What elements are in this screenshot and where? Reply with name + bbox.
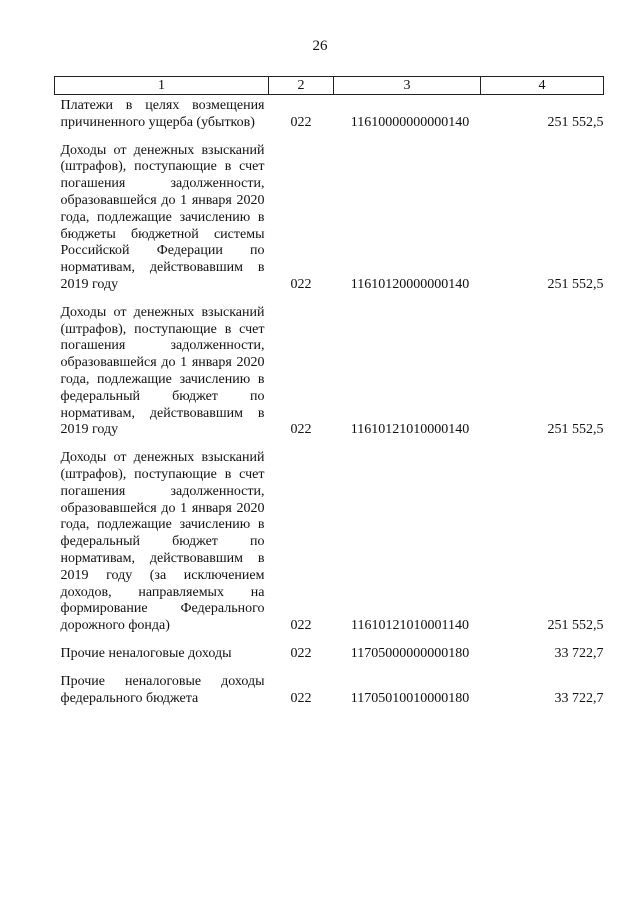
column-header: 1 <box>55 77 269 95</box>
column-header: 4 <box>481 77 604 95</box>
classification-code: 11705000000000180 <box>350 645 470 661</box>
page-number: 26 <box>312 38 328 54</box>
table-row <box>55 140 604 294</box>
revenue-name: Прочие неналоговые доходы <box>60 645 232 661</box>
column-header: 2 <box>269 77 334 95</box>
table-row <box>55 95 604 132</box>
admin-code: 022 <box>290 645 312 661</box>
admin-code: 022 <box>290 690 312 706</box>
amount: 251 552,5 <box>547 114 604 130</box>
admin-code: 022 <box>290 114 312 130</box>
admin-code: 022 <box>290 276 312 292</box>
classification-code: 11610000000000140 <box>350 114 470 130</box>
revenue-name: Доходы от денежных взысканий (штрафов), поступающие в счет погашения задолженности, образовавшейся до 1 января 2020 года, подлежащие зачислению в федеральный бюджет по нормативам, действовавшим в 2019 году (за исключением доходов, направляемых на формирование Федерального дорожного фонда) <box>60 450 265 634</box>
table-row <box>55 302 604 439</box>
admin-code: 022 <box>290 422 312 438</box>
revenue-name: Доходы от денежных взысканий (штрафов), поступающие в счет погашения задолженности, образовавшейся до 1 января 2020 года, подлежащие зачислению в федеральный бюджет по нормативам, действовавшим в 2019 году <box>60 304 265 438</box>
amount: 33 722,7 <box>554 690 604 706</box>
table-header-row <box>55 77 604 95</box>
revenue-name: Доходы от денежных взысканий (штрафов), поступающие в счет погашения задолженности, образовавшейся до 1 января 2020 года, подлежащие зачислению в бюджеты бюджетной системы Российской Федерации по нормативам, действовавшим в 2019 году <box>60 142 265 292</box>
amount: 33 722,7 <box>554 645 604 661</box>
table-row <box>55 447 604 635</box>
amount: 251 552,5 <box>547 276 604 292</box>
admin-code: 022 <box>290 618 312 634</box>
amount: 251 552,5 <box>547 422 604 438</box>
amount: 251 552,5 <box>547 618 604 634</box>
classification-code: 11610120000000140 <box>350 276 470 292</box>
revenue-table <box>54 76 604 707</box>
revenue-name: Прочие неналоговые доходы федерального бюджета <box>60 673 265 706</box>
classification-code: 11705010010000180 <box>350 690 470 706</box>
table-row <box>55 643 604 663</box>
column-header: 3 <box>334 77 481 95</box>
classification-code: 11610121010001140 <box>351 618 469 634</box>
classification-code: 11610121010000140 <box>350 422 470 438</box>
table-row <box>55 671 604 708</box>
revenue-name: Платежи в целях возмещения причиненного ущерба (убытков) <box>60 98 265 130</box>
